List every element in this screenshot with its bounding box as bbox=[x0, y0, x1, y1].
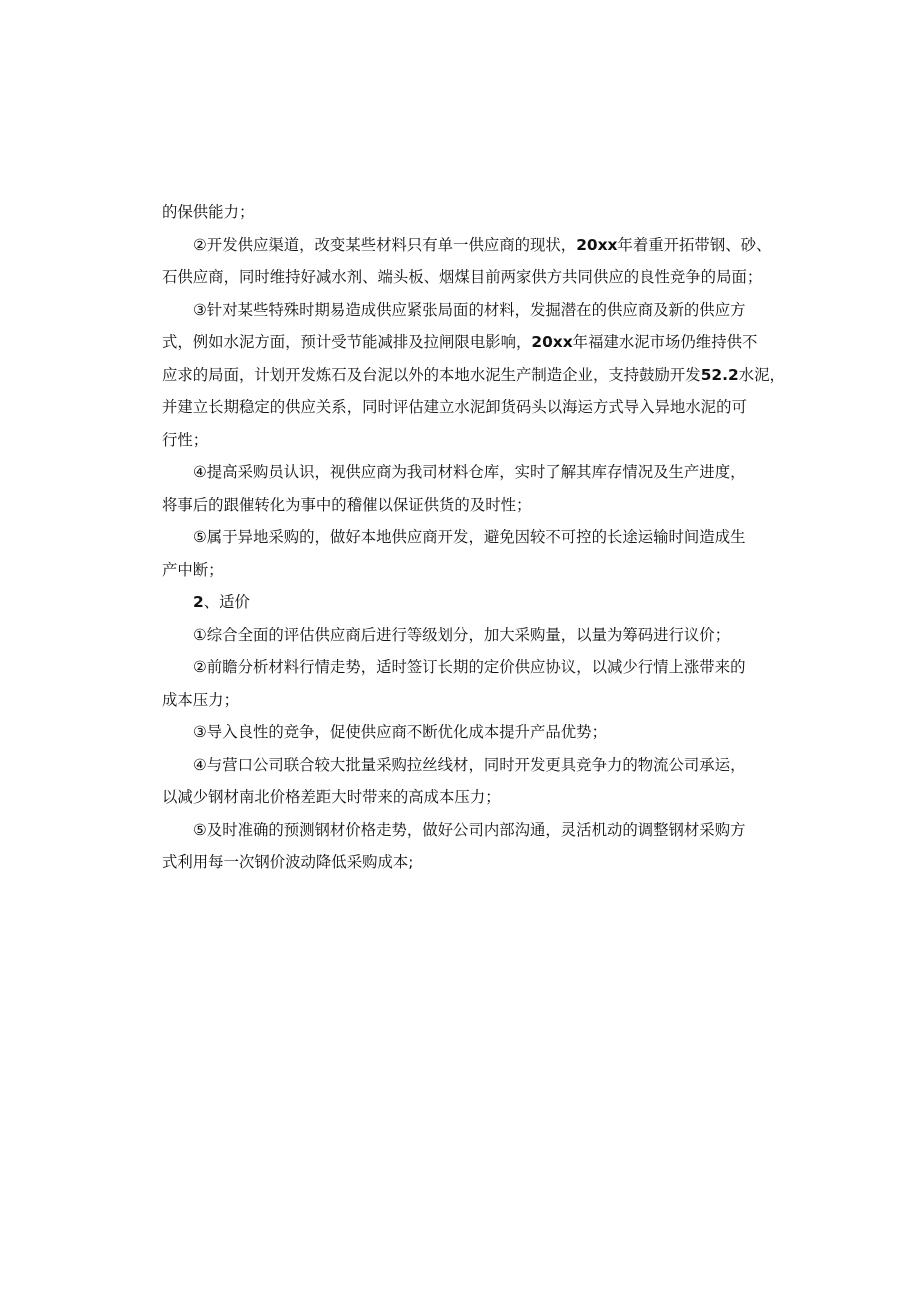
text-line: ④与营口公司联合较大批量采购拉丝线材，同时开发更具竞争力的物流公司承运， bbox=[193, 755, 746, 774]
text-line: 式利用每一次钢价波动降低采购成本; bbox=[162, 853, 414, 871]
text-line: ⑤属于异地采购的，做好本地供应商开发，避免因较不可控的长途运输时间造成生 bbox=[193, 528, 746, 546]
text-line: ③针对某些特殊时期易造成供应紧张局面的材料，发掘潜在的供应商及新的供应方 bbox=[193, 300, 746, 319]
text-line: 行性； bbox=[162, 430, 209, 449]
text-line: ④提高采购员认识，视供应商为我司材料仓库，实时了解其库存情况及生产进度， bbox=[193, 463, 746, 481]
paragraph-price-item-1 bbox=[162, 619, 762, 652]
paragraph-item-4-buyer-awareness bbox=[162, 456, 762, 521]
text-line: 并建立长期稳定的供应关系，同时评估建立水泥卸货码头以海运方式导入异地水泥的可 bbox=[162, 398, 747, 416]
text-line: 成本压力； bbox=[162, 690, 239, 709]
text-line: 以减少钢材南北价格差距大时带来的高成本压力； bbox=[162, 788, 501, 806]
text-line: ②前瞻分析材料行情走势，适时签订长期的定价供应协议，以减少行情上涨带来的 bbox=[193, 658, 746, 676]
document-page bbox=[162, 196, 785, 879]
paragraph-item-2-channels bbox=[162, 229, 772, 294]
paragraph-price-item-4 bbox=[162, 749, 762, 814]
text-line: 应求的局面，计划开发炼石及台泥以外的本地水泥生产制造企业，支持鼓励开发52.2水泥， bbox=[162, 365, 785, 384]
text-line: 将事后的跟催转化为事中的稽催以保证供货的及时性； bbox=[162, 495, 532, 514]
text-line: ⑤及时准确的预测钢材价格走势，做好公司内部沟通，灵活机动的调整钢材采购方 bbox=[193, 820, 746, 839]
heading-text: 2、适价 bbox=[193, 593, 250, 611]
paragraph-price-item-2 bbox=[162, 651, 762, 716]
section-heading bbox=[162, 586, 762, 619]
paragraph-continuation bbox=[162, 196, 762, 229]
text-line: ①综合全面的评估供应商后进行等级划分，加大采购量，以量为筹码进行议价； bbox=[193, 625, 731, 644]
text-line: ③导入良性的竞争，促使供应商不断优化成本提升产品优势； bbox=[193, 723, 607, 741]
text-line: 式，例如水泥方面，预计受节能减排及拉闸限电影响，20xx年福建水泥市场仍维持供不 bbox=[162, 333, 758, 351]
paragraph-price-item-3 bbox=[162, 716, 762, 749]
paragraph-item-3-special-materials bbox=[162, 294, 785, 457]
paragraph-item-5-remote-purchase bbox=[162, 521, 762, 586]
text-line: ②开发供应渠道，改变某些材料只有单一供应商的现状，20xx年着重开拓带钢、砂、 bbox=[193, 235, 772, 254]
text-line: 石供应商，同时维持好减水剂、端头板、烟煤目前两家供方共同供应的良性竞争的局面； bbox=[162, 268, 763, 286]
paragraph-price-item-5 bbox=[162, 814, 762, 879]
text-line: 的保供能力； bbox=[162, 203, 255, 221]
text-line: 产中断； bbox=[162, 560, 224, 579]
